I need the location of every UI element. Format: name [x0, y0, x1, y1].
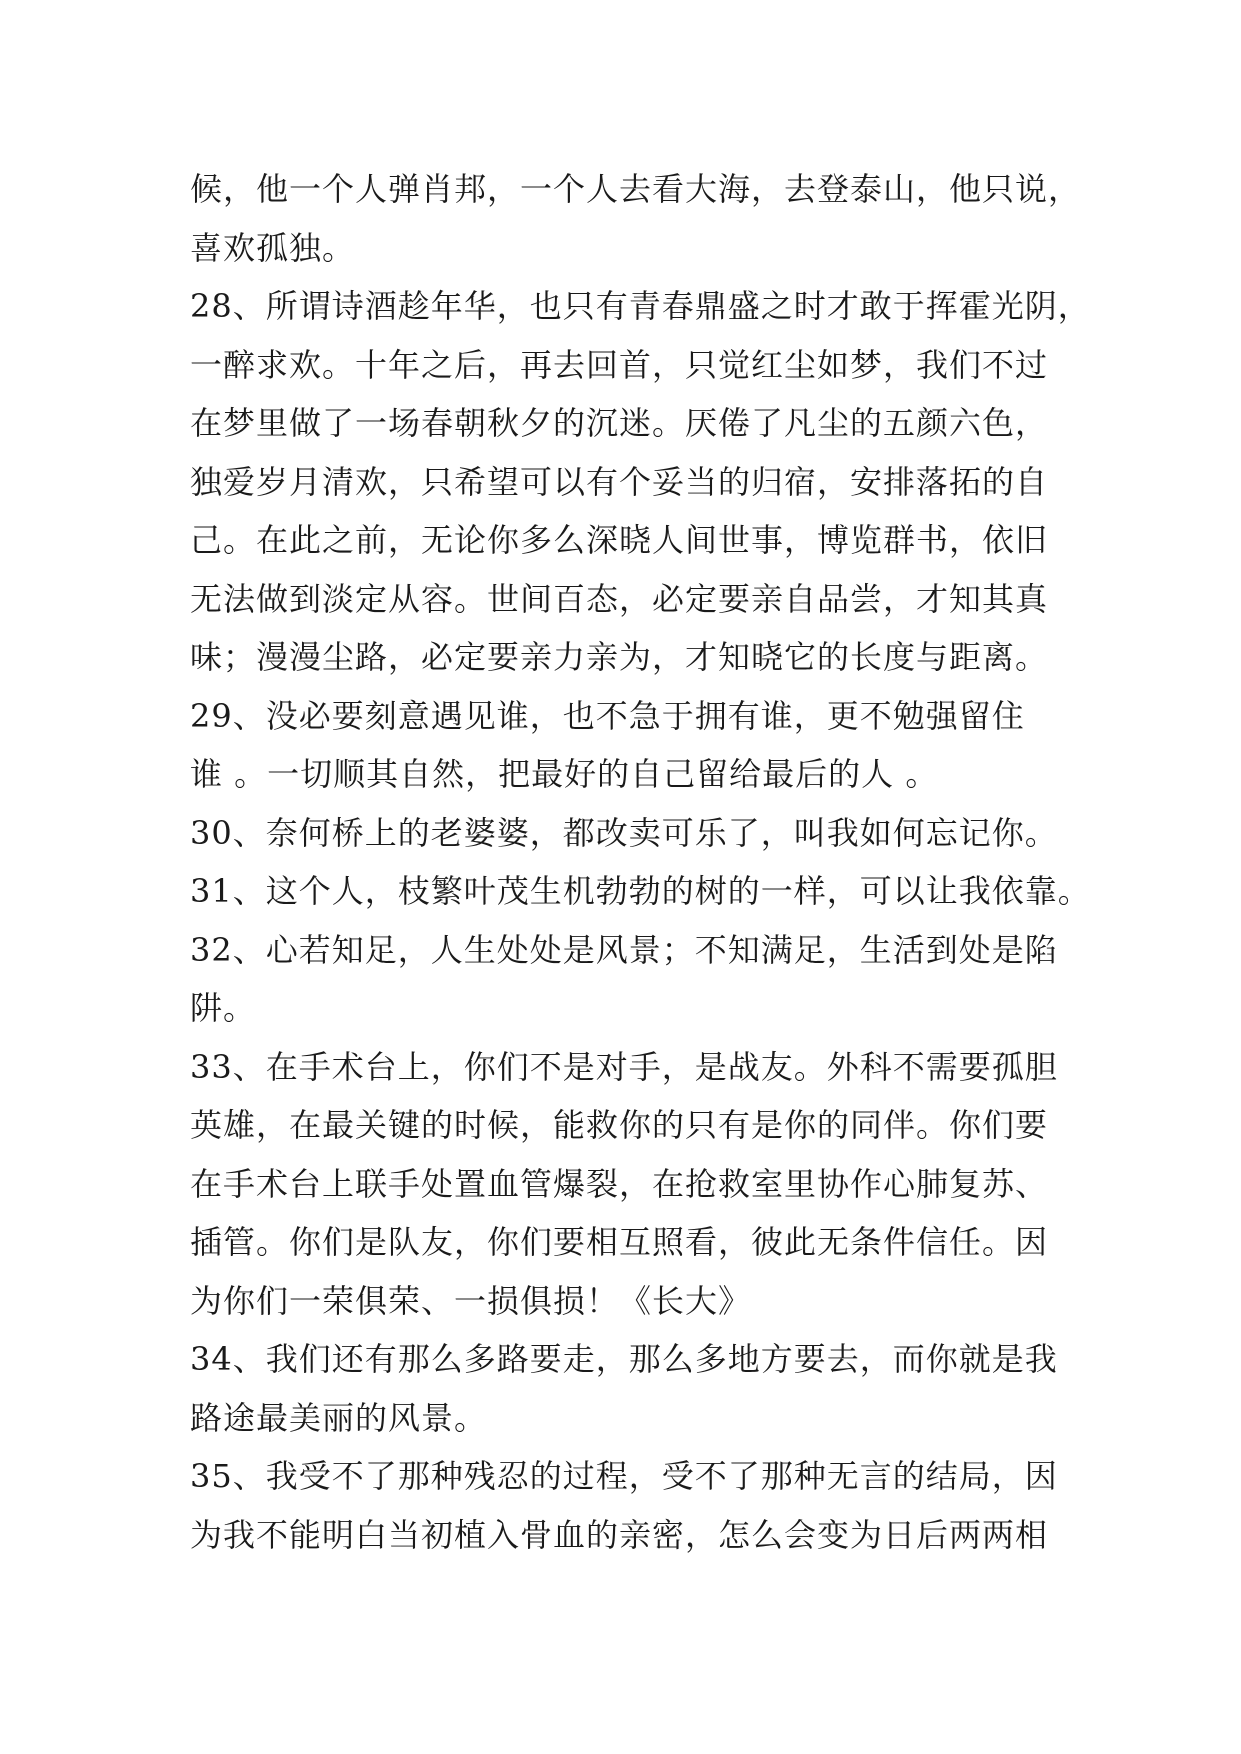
text-line: 候，他一个人弹肖邦，一个人去看大海，去登泰山，他只说， [190, 170, 1082, 208]
text-line: 33、在手术台上，你们不是对手，是战友。外科不需要孤胆 [190, 1047, 1058, 1086]
text-line: 在梦里做了一场春朝秋夕的沉迷。厌倦了凡尘的五颜六色， [190, 404, 1049, 442]
text-line: 为你们一荣俱荣、一损俱损！《长大》 [190, 1281, 752, 1320]
text-line: 35、我受不了那种残忍的过程，受不了那种无言的结局，因 [190, 1457, 1058, 1495]
text-line: 29、没必要刻意遇见谁，也不急于拥有谁，更不勉强留住 [190, 696, 1025, 735]
text-line: 为我不能明白当初植入骨血的亲密，怎么会变为日后两两相 [190, 1515, 1049, 1554]
text-line: 谁 。一切顺其自然，把最好的自己留给最后的人 。 [190, 755, 939, 793]
text-line: 在手术台上联手处置血管爆裂，在抢救室里协作心肺复苏、 [190, 1164, 1049, 1203]
text-line: 喜欢孤独。 [190, 228, 356, 267]
body-text [190, 160, 1090, 1564]
text-line: 味；漫漫尘路，必定要亲力亲为，才知晓它的长度与距离。 [190, 638, 1049, 676]
text-line: 独爱岁月清欢，只希望可以有个妥当的归宿，安排落拓的自 [190, 462, 1049, 501]
text-line: 32、心若知足，人生处处是风景；不知满足，生活到处是陷 [190, 930, 1058, 969]
text-line: 英雄，在最关键的时候，能救你的只有是你的同伴。你们要 [190, 1106, 1049, 1144]
text-line: 34、我们还有那么多路要走，那么多地方要去，而你就是我 [190, 1340, 1058, 1378]
text-line: 无法做到淡定从容。世间百态，必定要亲自品尝，才知其真 [190, 579, 1049, 618]
text-line: 30、奈何桥上的老婆婆，都改卖可乐了，叫我如何忘记你。 [190, 813, 1058, 852]
text-line: 阱。 [190, 989, 257, 1027]
text-line: 31、这个人，枝繁叶茂生机勃勃的树的一样，可以让我依靠。 [190, 872, 1091, 910]
text-line: 路途最美丽的风景。 [190, 1398, 488, 1437]
text-line: 插管。你们是队友，你们要相互照看，彼此无条件信任。因 [190, 1223, 1049, 1261]
text-line: 己。在此之前，无论你多么深晓人间世事，博览群书，依旧 [190, 521, 1049, 559]
text-line: 一醉求欢。十年之后，再去回首，只觉红尘如梦，我们不过 [190, 345, 1049, 384]
text-line: 28、所谓诗酒趁年华，也只有青春鼎盛之时才敢于挥霍光阴， [190, 287, 1091, 325]
